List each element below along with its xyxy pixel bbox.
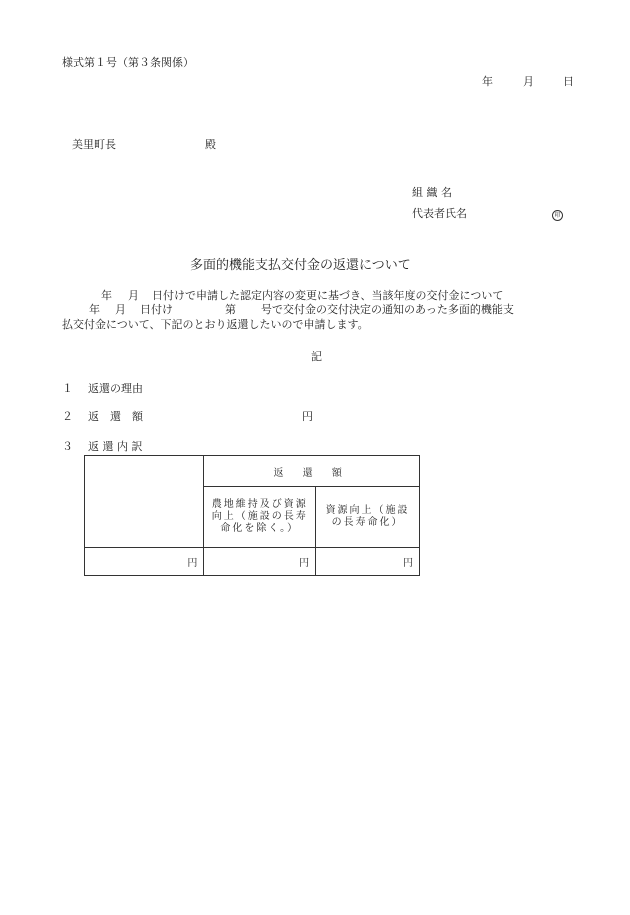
body-line3: 払交付金について、下記のとおり返還したいので申請します。 bbox=[62, 318, 369, 331]
date-month: 月 bbox=[523, 75, 534, 88]
item-number: ２ bbox=[62, 410, 73, 423]
table-amount-farmland[interactable] bbox=[204, 548, 316, 576]
amount-unit: 円 bbox=[299, 558, 310, 569]
body-line2-month: 月 bbox=[115, 303, 126, 316]
item-label-breakdown: 返 還 内 訳 bbox=[88, 440, 143, 453]
item-label-reason: 返還の理由 bbox=[88, 382, 143, 395]
body-line1-month: 月 bbox=[128, 289, 139, 302]
table-amount-resource[interactable] bbox=[316, 548, 420, 576]
item-number: ３ bbox=[62, 440, 73, 453]
body-line2-year: 年 bbox=[89, 303, 100, 316]
seal-mark bbox=[552, 207, 563, 221]
item-amount-unit: 円 bbox=[302, 410, 313, 423]
representative-label: 代表者氏名 bbox=[412, 207, 467, 220]
document-title: 多面的機能支払交付金の返還について bbox=[190, 258, 411, 273]
table-col-resource: 資源向上（施設の長寿命化） bbox=[316, 487, 420, 548]
breakdown-table bbox=[84, 455, 420, 576]
item-label-amount: 返 還 額 bbox=[88, 410, 143, 423]
body-line1-year: 年 bbox=[101, 289, 112, 302]
form-label: 様式第１号（第３条関係） bbox=[62, 56, 194, 69]
item-number: １ bbox=[62, 382, 73, 395]
addressee-name: 美里町長 bbox=[72, 138, 116, 151]
seal-icon: 印 bbox=[552, 210, 563, 221]
date-year: 年 bbox=[482, 75, 493, 88]
table-header: 返 還 額 bbox=[204, 456, 420, 487]
addressee-honorific: 殿 bbox=[205, 138, 216, 151]
body-line2-dai: 第 bbox=[225, 303, 236, 316]
org-name-label: 組 織 名 bbox=[412, 186, 452, 199]
amount-unit: 円 bbox=[187, 558, 198, 569]
amount-unit: 円 bbox=[403, 558, 413, 569]
table-col-farmland: 農地維持及び資源向上（施設の長寿命化を除く。） bbox=[204, 487, 316, 548]
date-day: 日 bbox=[563, 75, 574, 88]
body-line2-date: 日付け bbox=[140, 303, 173, 316]
body-line1-text: 日付けで申請した認定内容の変更に基づき、当該年度の交付金について bbox=[152, 289, 504, 302]
table-blank-cell bbox=[85, 456, 204, 548]
ki-heading: 記 bbox=[311, 350, 322, 363]
table-amount-total[interactable] bbox=[85, 548, 204, 576]
body-line2-text: 号で交付金の交付決定の通知のあった多面的機能支 bbox=[261, 303, 514, 316]
